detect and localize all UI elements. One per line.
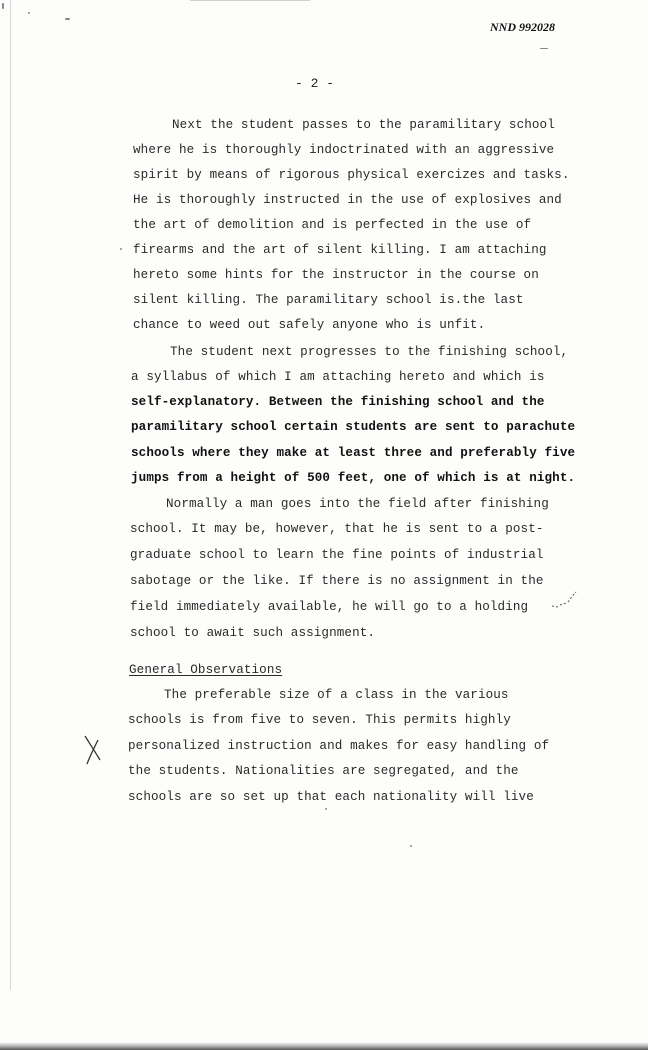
- text-line: where he is thoroughly indoctrinated with an aggressive: [133, 143, 555, 157]
- page-number: - 2 -: [295, 76, 335, 91]
- scan-speck: [410, 845, 412, 847]
- text-line: schools where they make at least three and preferably five: [131, 446, 576, 460]
- scan-top-mark: [190, 0, 310, 1]
- text-line: school. It may be, however, that he is sent to a post-: [130, 522, 544, 536]
- scan-speck: [120, 248, 122, 250]
- text-line: schools are so set up that each nationality will live: [128, 790, 534, 804]
- text-line: the art of demolition and is perfected in the use of: [133, 218, 532, 232]
- scan-edge-line: [10, 0, 11, 990]
- text-line: self-explanatory. Between the finishing school and the: [131, 395, 545, 409]
- text-line: chance to weed out safely anyone who is unfit.: [133, 318, 486, 332]
- text-line: schools is from five to seven. This permits highly: [128, 713, 511, 727]
- text-line: paramilitary school certain students are sent to parachute: [131, 420, 576, 434]
- text-line: a syllabus of which I am attaching hereto and which is: [131, 370, 545, 384]
- text-line: The student next progresses to the finishing school,: [170, 345, 569, 359]
- handwritten-x-mark: [82, 734, 104, 766]
- text-line: firearms and the art of silent killing. I am attaching: [133, 243, 547, 257]
- text-line: the students. Nationalities are segregated, and the: [128, 764, 519, 778]
- scan-speck: [540, 48, 548, 49]
- text-line: jumps from a height of 500 feet, one of which is at night.: [131, 471, 576, 485]
- scan-speck: [325, 808, 327, 810]
- text-line: sabotage or the like. If there is no assignment in the: [130, 574, 544, 588]
- section-heading: General Observations: [129, 663, 283, 677]
- text-line: spirit by means of rigorous physical exercizes and tasks.: [133, 168, 570, 182]
- text-line: field immediately available, he will go to a holding: [130, 600, 529, 614]
- text-line: The preferable size of a class in the various: [164, 688, 509, 702]
- scan-bottom-edge: [0, 1042, 648, 1050]
- text-line: He is thoroughly instructed in the use of explosives and: [133, 193, 562, 207]
- text-line: hereto some hints for the instructor in the course on: [133, 268, 539, 282]
- text-line: school to await such assignment.: [130, 626, 376, 640]
- text-line: Normally a man goes into the field after finishing: [166, 497, 549, 511]
- text-line: graduate school to learn the fine points of industrial: [130, 548, 544, 562]
- scan-speck: [2, 3, 4, 9]
- text-line: personalized instruction and makes for easy handling of: [128, 739, 550, 753]
- text-line: Next the student passes to the paramilitary school: [172, 118, 555, 132]
- text-line: silent killing. The paramilitary school is.the last: [133, 293, 524, 307]
- scan-speck: [65, 18, 70, 20]
- declassification-stamp: NND 992028: [490, 20, 555, 34]
- handwritten-tick-mark: [550, 590, 580, 612]
- scan-speck: [28, 12, 30, 14]
